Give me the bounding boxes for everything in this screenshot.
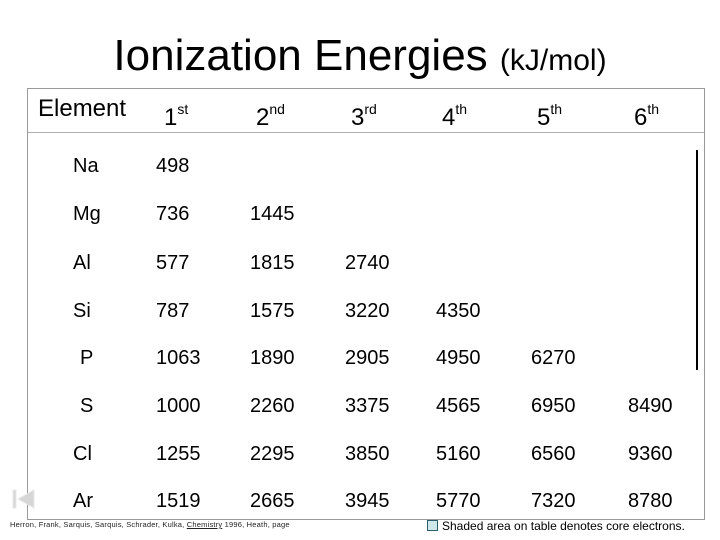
ionization-energy-cell: 4565: [436, 395, 481, 417]
ionization-energy-cell: 736: [156, 203, 190, 225]
ionization-energy-cell: 4950: [436, 347, 481, 369]
column-header-base: 5: [537, 104, 551, 131]
column-header-base: Element: [38, 95, 127, 122]
legend-swatch: [427, 520, 438, 531]
citation-authors: Herron, Frank, Sarquis, Sarquis, Schrader, Kulka,: [10, 520, 185, 529]
ionization-energy-cell: 1519: [156, 490, 201, 512]
ionization-energy-cell: 9360: [628, 443, 673, 465]
column-header-2: [256, 94, 285, 133]
column-header-ordinal: rd: [364, 101, 377, 117]
legend-text: Shaded area on table denotes core electrons.: [442, 519, 685, 533]
citation-note: [10, 520, 290, 529]
citation-publisher: 1996, Heath, page: [224, 520, 290, 529]
column-header-ordinal: th: [455, 101, 468, 117]
element-symbol: Cl: [73, 443, 92, 465]
column-header-base: 2: [256, 104, 270, 131]
ionization-energy-cell: 8490: [628, 395, 673, 417]
citation-book-title: Chemistry: [186, 520, 223, 529]
ionization-energy-cell: 3850: [345, 443, 390, 465]
column-header-ordinal: nd: [269, 101, 285, 117]
ionization-energy-cell: 2905: [345, 347, 390, 369]
element-symbol: Si: [73, 300, 91, 322]
ionization-energy-cell: 2740: [345, 252, 390, 274]
column-header-ordinal: st: [177, 101, 189, 117]
ionization-energy-cell: 2665: [250, 490, 295, 512]
ionization-energy-cell: 1890: [250, 347, 295, 369]
ionization-energy-cell: 2295: [250, 443, 295, 465]
ionization-energy-cell: 1063: [156, 347, 201, 369]
column-header-5: [537, 94, 562, 133]
ionization-energy-cell: 6950: [531, 395, 576, 417]
column-header-ordinal: th: [550, 101, 563, 117]
ionization-energy-cell: 1445: [250, 203, 295, 225]
element-symbol: Ar: [73, 490, 93, 512]
column-header-4: [442, 94, 467, 133]
column-header-base: 4: [442, 104, 456, 131]
ionization-energy-cell: 8780: [628, 490, 673, 512]
ionization-energy-cell: 4350: [436, 300, 481, 322]
column-header-6: [634, 94, 659, 133]
ionization-energy-cell: 6560: [531, 443, 576, 465]
column-header-base: 6: [634, 104, 648, 131]
ionization-energy-cell: 2260: [250, 395, 295, 417]
ionization-energy-cell: 1255: [156, 443, 201, 465]
first-slide-nav-icon[interactable]: [12, 487, 36, 511]
legend: [427, 519, 685, 533]
column-header-ordinal: th: [647, 101, 660, 117]
column-header-3: [351, 94, 377, 133]
ionization-energy-cell: 5770: [436, 490, 481, 512]
ionization-energy-cell: 577: [156, 252, 190, 274]
ionization-energy-cell: 1815: [250, 252, 295, 274]
column-header-1: [164, 94, 188, 133]
ionization-energy-cell: 3375: [345, 395, 390, 417]
ionization-energy-cell: 6270: [531, 347, 576, 369]
ionization-energy-cell: 7320: [531, 490, 576, 512]
ionization-energy-cell: 5160: [436, 443, 481, 465]
element-symbol: Al: [73, 252, 91, 274]
core-electron-shading-edge: [696, 150, 698, 370]
column-header-base: 1: [164, 104, 178, 131]
element-symbol: P: [80, 347, 94, 369]
ionization-energy-cell: 1000: [156, 395, 201, 417]
ionization-energy-cell: 1575: [250, 300, 295, 322]
ionization-energy-cell: 3220: [345, 300, 390, 322]
element-symbol: S: [80, 395, 94, 417]
ionization-energy-cell: 498: [156, 155, 190, 177]
column-header-base: 3: [351, 104, 365, 131]
title-main: Ionization Energies: [113, 31, 488, 80]
column-header-element: [38, 94, 126, 124]
slide-title: [0, 30, 720, 87]
title-unit: (kJ/mol): [499, 44, 607, 77]
element-symbol: Mg: [73, 203, 101, 225]
ionization-energy-cell: 787: [156, 300, 190, 322]
element-symbol: Na: [73, 155, 99, 177]
ionization-energy-cell: 3945: [345, 490, 390, 512]
